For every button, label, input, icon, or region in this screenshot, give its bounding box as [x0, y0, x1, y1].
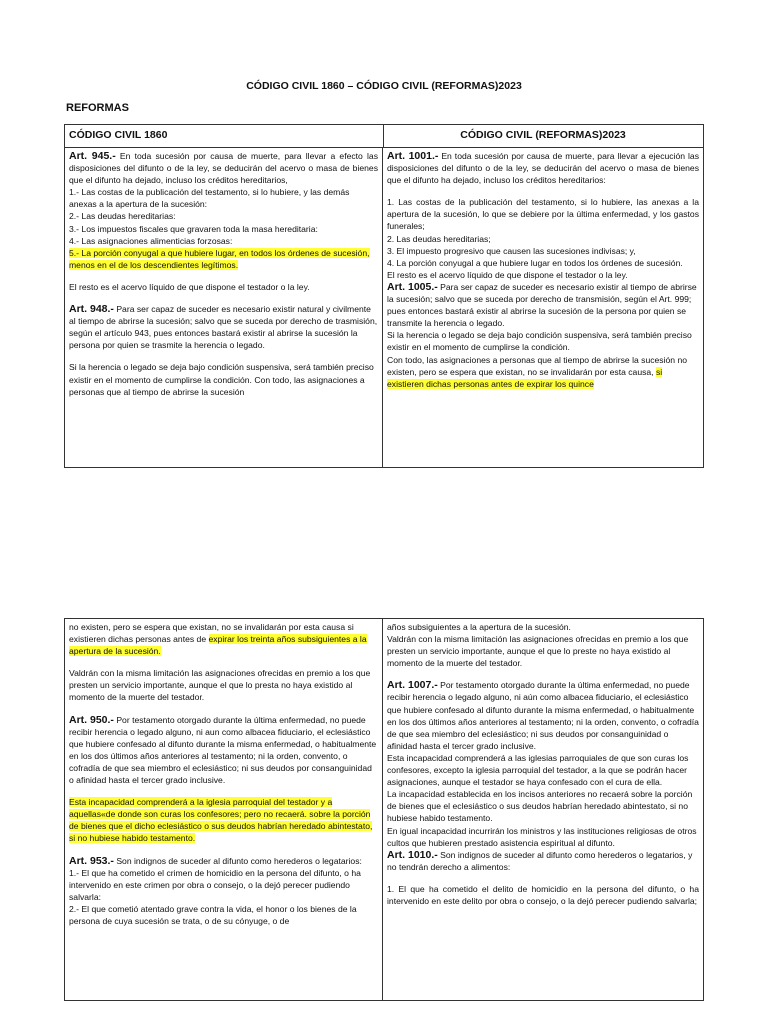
right-column-2023 [383, 148, 703, 467]
art-953-item-2: 2.- El que cometió atentado grave contra la vida, el honor o los bienes de la persona de cuya sucesión se trata, o de su cónyuge, o de [69, 903, 357, 926]
art-1005-con-todo: Con todo, las asignaciones a personas que al tiempo de abrirse la sucesión no existen, pero se espera que existan, no se invalidarán por esta causa, si existieren dichas personas antes de expirar los quince [387, 354, 688, 389]
table-header-row [65, 125, 703, 148]
art-1005-valdran: Valdrán con la misma limitación las asignaciones ofrecidas en premio a los que presten un servicio importante, aunque el que lo preste no haya existido al momento de la muerte del testador. [387, 634, 689, 669]
art-1001-resto: El resto es el acervo líquido de que dispone el testador o la ley. [387, 269, 628, 280]
art-945-item-2: 2.- Las deudas hereditarias: [69, 211, 176, 222]
art-945-item-3: 3.- Los impuestos fiscales que gravaren toda la masa hereditaria: [69, 223, 318, 234]
art-945-resto: El resto es el acervo líquido de que dispone el testador o la ley. [69, 281, 310, 292]
art-948: Art. 948.- Para ser capaz de suceder es necesario existir natural y civilmente al tiempo de abrirse la sucesión; salvo que se suceda por derecho de trasmisión, según el artículo 943, pues entonces bastará existir al abrirse la sucesión la persona por quien se trasmite la herencia o legado. [69, 303, 378, 351]
art-1007: Art. 1007.- Por testamento otorgado durante la última enfermedad, no puede recibir herencia o legado alguno, ni aún como albacea fiduciario, el eclesiástico que hubiere confesado al difunto durante la misma enfermedad, o habitualmente en los dos últimos años anteriores al testamento; ni la orden, convento, o cofradía de que sea miembro del eclesiástico; ni sus deudos por consanguinidad o afinidad hasta el tercer grado inclusive. [387, 679, 699, 751]
art-953: Art. 953.- Son indignos de suceder al difunto como herederos o legatarios: [69, 854, 362, 867]
art-1005-condicion: Si la herencia o legado se deja bajo condición suspensiva, será también preciso existir en el momento de cumplirse la condición. [387, 330, 692, 353]
art-953-item-1: 1.- El que ha cometido el crimen de homicidio en la persona del difunto, o ha intervenido en este crimen por obra o consejo, o la dejó perecer pudiendo salvarla: [69, 867, 361, 902]
art-950: Art. 950.- Por testamento otorgado durante la última enfermedad, no puede recibir herencia o legado alguno, ni aun como albacea fiduciario, el eclesiástico que hubiere confesado al difunto durante la misma enfermedad, o habitualmente en los dos últimos años anteriores al testamento; ni la orden, convento, o cofradía de que sea miembro el eclesiástico; ni sus deudos por consanguinidad o afinidad hasta el tercer grado inclusive. [69, 713, 377, 786]
left-column-1860-cont [65, 619, 383, 1000]
art-1001-item-4: 4. La porción conyugal a que hubiere lugar en todos los órdenes de sucesión. [387, 257, 683, 268]
art-1001-item-1: 1. Las costas de la publicación del testamento, si lo hubiere, las anexas a la apertura de la sucesión, lo que se debiere por la última enfermedad, y los gastos funerales; [387, 197, 699, 232]
art-1007-incapacidad: Esta incapacidad comprenderá a las iglesias parroquiales de que son curas los confesores, excepto la iglesia parroquial del testador, a la que se podrán hacer asignaciones, aunque el testador se haya confesado con el cura de ella. [387, 752, 689, 788]
art-1005-continuation: años subsiguientes a la apertura de la sucesión. [387, 622, 571, 632]
comparison-table-page2 [64, 618, 704, 1001]
art-1010-item-1: 1. El que ha cometido el delito de homicidio en la persona del difunto, o ha intervenido en este delito por obra o consejo, o la dejó perecer pudiendo salvarla; [387, 883, 699, 906]
art-1001-item-3: 3. El impuesto progresivo que causen las sucesiones indivisas; y, [387, 245, 636, 256]
art-1001: Art. 1001.- En toda sucesión por causa de muerte, para llevar a ejecución las disposiciones del difunto o de la ley, se deducirán del acervo o masa de bienes que el difunto ha dejado, incluso los créditos hereditarios: [387, 150, 699, 186]
header-codigo-reformas: CÓDIGO CIVIL (REFORMAS)2023 [460, 129, 626, 141]
left-column-1860 [65, 148, 383, 467]
art-1001-item-2: 2. Las deudas hereditarias; [387, 233, 491, 244]
art-1007-incapacidad-3: En igual incapacidad incurrirán los ministros y las instituciones religiosas de otros cultos que hubieren prestado asistencia espiritual al difunto. [387, 825, 697, 848]
right-column-2023-cont [383, 619, 703, 1000]
art-1005: Art. 1005.- Para ser capaz de suceder es necesario existir al tiempo de abrirse la sucesión; salvo que se suceda por derecho de transmisión, según el Art. 999; pues entonces bastará existir al abrirse la sucesión de la persona por quien se transmite la herencia o legado. [387, 280, 697, 329]
art-945-item-1: 1.- Las costas de la publicación del testamento, si lo hubiere, y las demás anexas a la apertura de la sucesión: [69, 187, 350, 210]
section-label: REFORMAS [66, 102, 129, 114]
comparison-table-page1 [64, 124, 704, 468]
art-950-incapacidad: Esta incapacidad comprenderá a la iglesia parroquial del testador y a aquellas«de donde son curas los confesores; pero no recaerá. sobre la porción de bienes que el dicho eclesiástico o sus deudos habrían heredado abintestato, si no hubiese habido testamento. [69, 797, 373, 844]
art-945-item-5: 5.- La porción conyugal a que hubiere lugar, en todos los órdenes de sucesión, menos en el de los descendientes legítimos. [69, 247, 370, 270]
art-948-valdran: Valdrán con la misma limitación las asignaciones ofrecidas en premio a los que presten un servicio importante, aunque el que lo presta no haya existido al momento de la muerte del testador. [69, 668, 371, 703]
art-948-condicion: Si la herencia o legado se deja bajo condición suspensiva, será también preciso existir en el momento de cumplirse la condición. Con todo, las asignaciones a personas que al tiempo de abrirse la sucesión [69, 362, 374, 397]
art-1010: Art. 1010.- Son indignos de suceder al difunto como herederos o legatarios, y no tendrán derecho a alimentos: [387, 848, 693, 872]
header-codigo-1860: CÓDIGO CIVIL 1860 [69, 129, 168, 141]
art-945: Art. 945.- En toda sucesión por causa de muerte, para llevar a efecto las disposiciones del difunto o de la ley, se deducirán del acervo o masa de bienes que el difunto ha dejado, incluso los créditos hereditarios, [69, 150, 379, 186]
art-945-item-4: 4.- Las asignaciones alimenticias forzosas: [69, 235, 233, 246]
art-1007-incapacidad-2: La incapacidad establecida en los incisos anteriores no recaerá sobre la porción de bienes que el eclesiástico o sus deudos habrían heredado abintestato, si no hubiese habido testamento. [387, 789, 693, 824]
art-948-continuation: no existen, pero se espera que existan, no se invalidarán por esta causa si existieren dichas personas antes de expirar los treinta años subsiguientes a la apertura de la sucesión. [69, 622, 367, 657]
document-title: CÓDIGO CIVIL 1860 – CÓDIGO CIVIL (REFORMAS)2023 [246, 80, 522, 92]
